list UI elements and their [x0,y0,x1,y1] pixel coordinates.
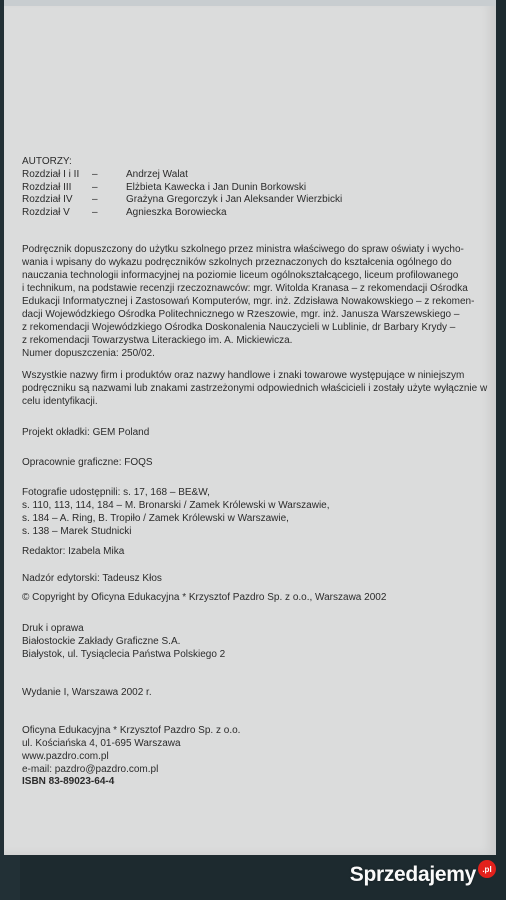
approval-line: z rekomendacji Wojewódzkiego Ośrodka Doskonalenia Nauczycieli w Lublinie, dr Barbary Krydy – [22,322,456,333]
photos-line: s. 184 – A. Ring, B. Tropiło / Zamek Królewski w Warszawie, [22,513,289,524]
print-line: Białostockie Zakłady Graficzne S.A. [22,636,181,647]
author-dash: – [92,206,98,218]
author-row [22,168,342,181]
watermark-text: Sprzedajemy [349,863,476,886]
author-name: Elżbieta Kawecka i Jan Dunin Borkowski [126,181,307,193]
edition-line: Wydanie I, Warszawa 2002 r. [22,687,152,698]
isbn-line: ISBN 83-89023-64-4 [22,776,115,787]
approval-line: z rekomendacji Towarzystwa Literackiego im. A. Mickiewicza. [22,335,293,346]
author-dash: – [92,194,98,205]
photos-line: Fotografie udostępnili: s. 17, 168 – BE&W, [22,487,210,498]
copyright-line: © Copyright by Oficyna Edukacyjna * Krzysztof Pazdro Sp. z o.o., Warszawa 2002 [22,592,387,603]
author-dash: – [92,169,98,180]
print-line: Białystok, ul. Tysiąclecia Państwa Polskiego 2 [22,649,226,660]
editor-credit: Redaktor: Izabela Mika [22,546,125,557]
publisher-line: Oficyna Edukacyjna * Krzysztof Pazdro Sp. z o.o. [22,725,241,736]
approval-line: nauczania technologii informacyjnej na poziomie liceum ogólnokształcącego, liceum profilowanego [22,270,459,281]
print-line: Druk i oprawa [22,623,84,634]
photos-line: s. 110, 113, 114, 184 – M. Bronarski / Zamek Królewski w Warszawie, [22,500,330,511]
author-chapter: Rozdział III [22,181,72,193]
author-chapter: Rozdział I i II [22,169,80,180]
graphics-credit: Opracownie graficzne: FOQS [22,457,153,468]
photos-line: s. 138 – Marek Studnicki [22,526,132,537]
approval-line: Edukacji Informatycznej i Zastosowań Komputerów, mgr. inż. Zdzisława Nowakowskiego – z rekomen- [22,296,475,307]
approval-line: i technikum, na podstawie recenzji rzeczoznawców: mgr. Witolda Kranasa – z rekomendacji Ośrodka [22,283,468,294]
authors-section [22,155,342,218]
trademarks-line: podręczniku są nazwami lub znakami zastrzeżonymi odpowiednich właścicieli i zostały użyte wyłącznie w [22,383,488,394]
author-name: Agnieszka Borowiecka [126,206,227,218]
cover-credit: Projekt okładki: GEM Poland [22,427,150,438]
sprzedajemy-watermark [350,858,496,892]
author-name: Andrzej Walat [126,169,188,180]
approval-line: Podręcznik dopuszczony do użytku szkolnego przez ministra właściwego do spraw oświaty i wycho- [22,244,464,255]
trademarks-line: celu identyfikacji. [22,396,98,407]
book-page [4,0,496,855]
approval-paragraph [22,243,474,360]
publisher-line: www.pazdro.com.pl [22,751,109,762]
approval-line: dacji Wojewódzkiego Ośrodka Politechnicznego w Rzeszowie, mgr. inż. Janusza Warszewskiego – [22,309,460,320]
author-row [22,181,342,194]
approval-line: wania i wpisany do wykazu podręczników szkolnych przeznaczonych do kształcenia ogólnego do [22,257,452,268]
photos-credit [22,486,330,538]
watermark-badge-text: .pl [482,864,492,874]
trademarks-paragraph [22,369,487,408]
supervision-credit: Nadzór edytorski: Tadeusz Kłos [22,573,162,584]
authors-heading: AUTORZY: [22,156,72,167]
author-chapter: Rozdział IV [22,194,73,205]
trademarks-line: Wszystkie nazwy firm i produktów oraz nazwy handlowe i znaki towarowe występujące w niniejszym [22,370,465,381]
print-info [22,622,225,661]
author-chapter: Rozdział V [22,206,70,218]
watermark-badge-icon [478,860,496,878]
author-row [22,206,342,219]
author-dash: – [92,181,98,193]
page-top-edge [4,0,496,6]
publisher-line: e-mail: pazdro@pazdro.com.pl [22,764,159,775]
author-name: Grażyna Gregorczyk i Jan Aleksander Wierzbicki [126,194,343,205]
author-row [22,193,342,206]
publisher-info [22,724,240,776]
approval-number: Numer dopuszczenia: 250/02. [22,348,155,359]
publisher-line: ul. Kościańska 4, 01-695 Warszawa [22,738,181,749]
